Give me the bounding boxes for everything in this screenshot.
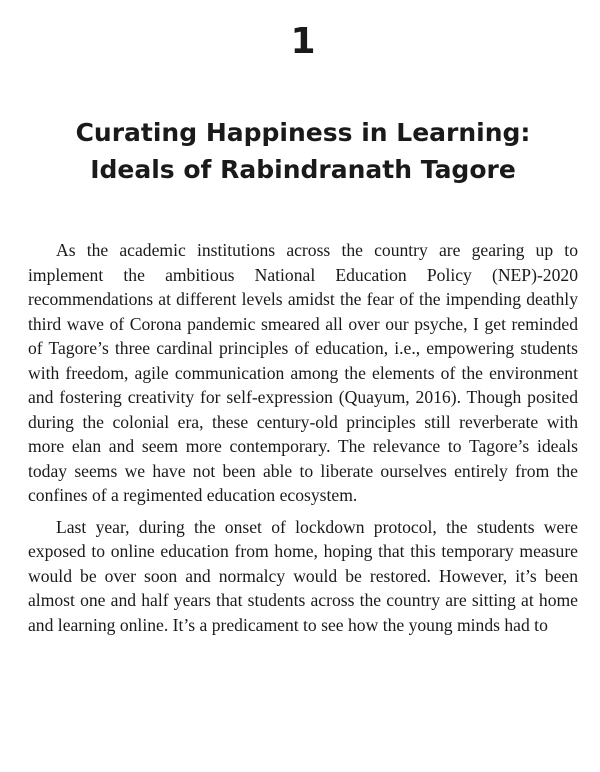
body-paragraph: Last year, during the onset of lockdown protocol, the students were exposed to online education from home, hoping that this temporary measure would be over soon and normalcy would be restored. However, it’s been almost one and half years that students across the country are sitting at home and learning online. It’s a predicament to see how the young minds had to: [28, 516, 578, 635]
chapter-title-line-1: Curating Happiness in Learning:: [75, 118, 531, 147]
chapter-number: 1: [290, 21, 316, 62]
body-paragraph: As the academic institutions across the country are gearing up to implement the ambitious National Education Policy (NEP)-2020 recommendations at different levels amidst the fear of the impending deathly third wave of Corona pandemic smeared all over our psyche, I get reminded of Tagore’s three cardinal principles of education, i.e., empowering students with freedom, agile communication among the elements of the environment and fostering creativity for self-expression (Quayum, 2016). Though posited during the colonial era, these century-old principles still reverberate with more elan and seem more contemporary. The relevance to Tagore’s ideals today seems we have not been able to liberate ourselves entirely from the confines of a regimented education ecosystem.: [28, 240, 578, 505]
chapter-body: [28, 238, 578, 637]
chapter-title: [28, 114, 578, 188]
chapter-title-line-2: Ideals of Rabindranath Tagore: [90, 155, 516, 184]
